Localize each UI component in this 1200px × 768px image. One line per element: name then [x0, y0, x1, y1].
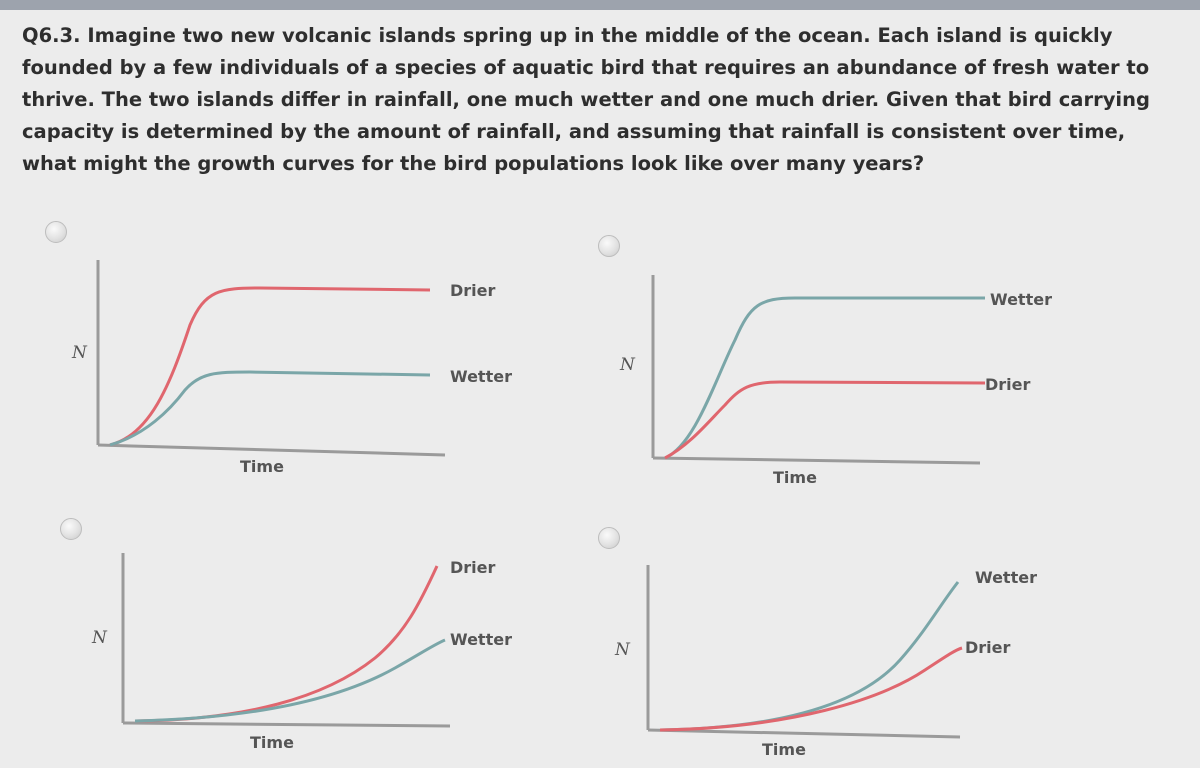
- option-a-lower-label: Wetter: [450, 367, 512, 386]
- option-b-x-label: Time: [773, 468, 817, 487]
- option-b-upper-label: Wetter: [990, 290, 1052, 309]
- option-d-upper-label: Wetter: [975, 568, 1037, 587]
- option-d-y-label: N: [615, 640, 630, 660]
- option-a-graph: [90, 255, 470, 455]
- drier-curve: [665, 382, 985, 458]
- option-c-upper-label: Drier: [450, 558, 496, 577]
- drier-curve: [660, 648, 962, 730]
- option-d-graph: [640, 560, 965, 740]
- option-a-x-label: Time: [240, 457, 284, 476]
- option-c-graph: [115, 548, 460, 733]
- option-b-radio[interactable]: [598, 235, 620, 257]
- option-b-graph: [645, 270, 995, 470]
- wetter-curve: [110, 372, 430, 445]
- top-bar: [0, 0, 1200, 10]
- option-a-upper-label: Drier: [450, 281, 496, 300]
- option-c-lower-label: Wetter: [450, 630, 512, 649]
- question-text: Q6.3. Imagine two new volcanic islands spring up in the middle of the ocean. Each island is quickly founded by a few individuals of a species of aquatic bird that requires an abundance of fresh water to thrive. The two islands differ in rainfall, one much wetter and one much drier. Given that bird carrying capacity is determined by the amount of rainfall, and assuming that rainfall is consistent over time, what might the growth curves for the bird populations look like over many years?: [22, 24, 1150, 175]
- x-axis: [648, 730, 960, 737]
- x-axis: [653, 458, 980, 463]
- option-c-x-label: Time: [250, 733, 294, 752]
- option-d-radio[interactable]: [598, 527, 620, 549]
- wetter-curve: [135, 640, 445, 721]
- drier-curve: [110, 288, 430, 445]
- x-axis: [98, 445, 445, 455]
- option-c-y-label: N: [92, 628, 107, 648]
- option-b-y-label: N: [620, 355, 635, 375]
- option-c-radio[interactable]: [60, 518, 82, 540]
- option-a-radio[interactable]: [45, 221, 67, 243]
- option-d-lower-label: Drier: [965, 638, 1011, 657]
- x-axis: [123, 723, 450, 726]
- option-d-x-label: Time: [762, 740, 806, 759]
- option-b-lower-label: Drier: [985, 375, 1031, 394]
- option-a-y-label: N: [72, 343, 87, 363]
- drier-curve: [135, 566, 437, 721]
- wetter-curve: [665, 298, 985, 458]
- wetter-curve: [660, 582, 958, 730]
